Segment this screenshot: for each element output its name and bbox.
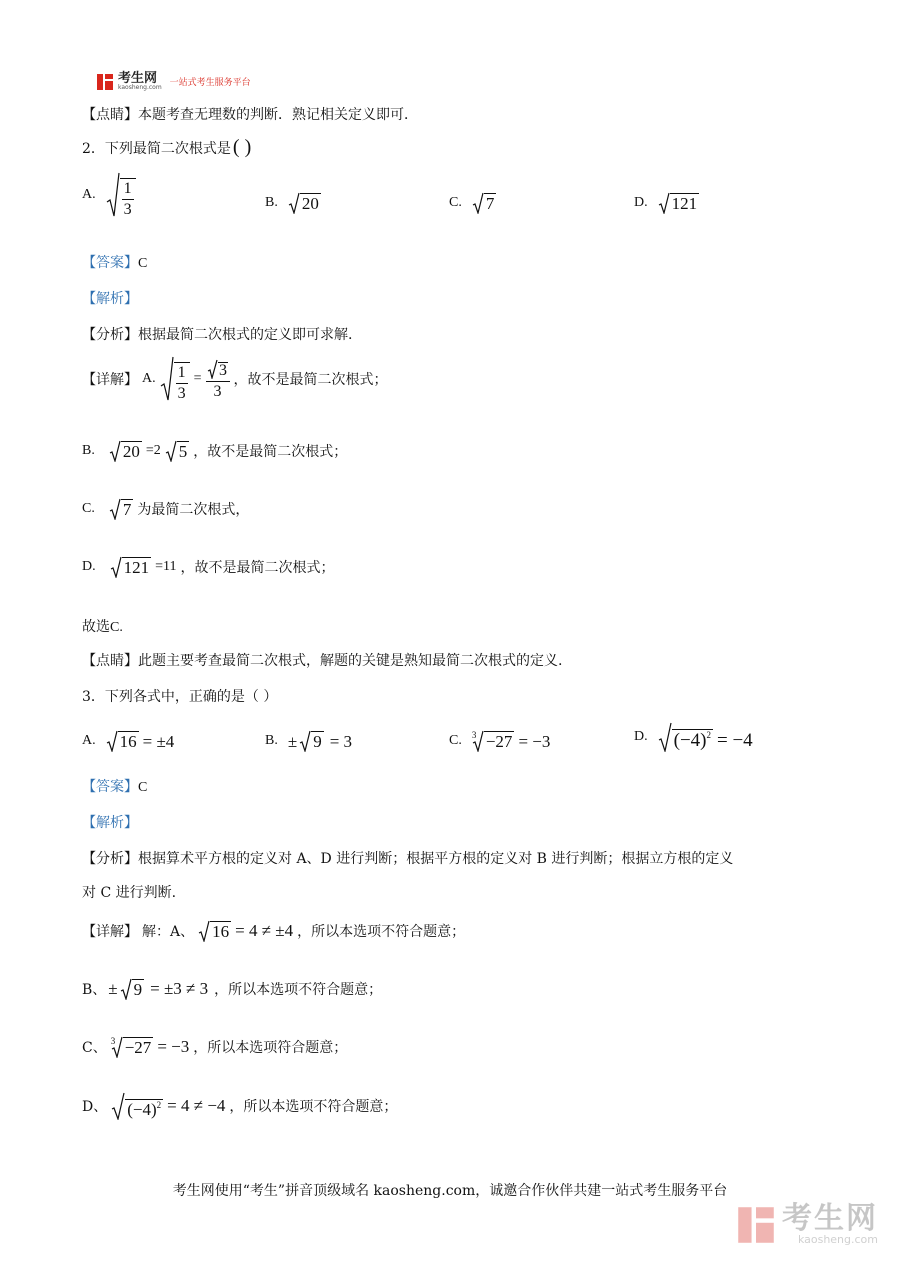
answer-tag: 【答案】: [82, 779, 138, 795]
denominator: 3: [123, 201, 132, 218]
option-letter: C.: [449, 195, 462, 210]
detail-prefix: 解：A、: [142, 924, 195, 940]
radical-icon: [109, 440, 121, 462]
sqrt-121: [110, 556, 152, 578]
radical-icon: [106, 172, 120, 218]
radical-icon: [658, 192, 670, 214]
radical-icon: [111, 1092, 125, 1120]
kaosheng-logo-icon: [96, 73, 114, 91]
exponent: 2: [156, 1100, 162, 1110]
q3-answer: [82, 776, 147, 796]
dianjing-tag: 【点睛】: [82, 653, 138, 669]
sqrt-20: [288, 192, 321, 214]
sqrt-5: [165, 440, 190, 462]
q3-option-b: [265, 730, 352, 752]
header-logo: [96, 72, 251, 91]
detail-text: ，所以本选项不符合题意；: [229, 1099, 398, 1115]
conclusion-text: 故选: [82, 619, 110, 635]
radical-icon: [110, 556, 122, 578]
sqrt-20: [109, 440, 142, 462]
option-letter: D.: [634, 195, 648, 210]
q2-detail-d: [82, 556, 335, 578]
kaosheng-watermark-icon: [736, 1205, 776, 1245]
detail-eq: = ±3 ≠ 3: [150, 979, 209, 998]
dianjing-tag: 【点睛】: [82, 107, 138, 123]
q2-detail-a: [82, 356, 388, 402]
radicand: 121: [671, 194, 698, 213]
q3-fenxi-line1: [82, 848, 733, 868]
detail-prefix: B、: [82, 982, 107, 998]
dianjing-text: 本题考查无理数的判断．熟记相关定义即可．: [138, 107, 418, 123]
radicand: (−4): [673, 730, 707, 751]
detail-text: ，故不是最简二次根式；: [233, 372, 388, 388]
detail-eq: = 4 ≠ −4: [167, 1096, 226, 1115]
sqrt-121: [658, 192, 700, 214]
radicand: 20: [122, 442, 140, 461]
radicand: 9: [133, 980, 143, 999]
fenxi-tag: 【分析】: [82, 851, 138, 867]
denominator: 3: [213, 382, 222, 400]
detail-text: ，所以本选项不符合题意；: [297, 924, 466, 940]
q2-jiexi-tag: 【解析】: [82, 291, 138, 307]
page-footer: 考生网使用“考生”拼音顶级域名 kaosheng.com，诚邀合作伙伴共建一站式考生服务平台: [172, 1183, 728, 1199]
radical-icon: [120, 978, 132, 1000]
numerator: 1: [123, 180, 132, 197]
detail-text: ，故不是最简二次根式；: [180, 560, 335, 576]
watermark-sub: kaosheng.com: [797, 1233, 878, 1246]
q2-fenxi: [82, 324, 352, 344]
radical-icon: [288, 192, 300, 214]
q3-detail-c: [82, 1036, 347, 1058]
detail-text: ，故不是最简二次根式；: [193, 444, 348, 460]
plus-minus: ±: [287, 732, 298, 751]
rhs: = −4: [717, 730, 753, 751]
radical-icon: [160, 356, 174, 402]
q2-stem-text: 2．下列最简二次根式是: [82, 140, 231, 157]
radicand: 9: [313, 732, 322, 751]
fenxi-text: 根据算术平方根的定义对 A、D 进行判断；根据平方根的定义对 B 进行判断；根据立方根的定义: [138, 851, 734, 867]
rhs: = ±4: [142, 732, 175, 751]
detail-prefix: C、: [82, 1040, 107, 1056]
radicand: −27: [485, 732, 513, 751]
radicand: 121: [123, 558, 150, 577]
sqrt-one-third: [160, 356, 190, 402]
sqrt-7: [109, 498, 134, 520]
radical-icon: [106, 730, 118, 752]
radical-icon: [198, 920, 210, 942]
radical-icon: [207, 359, 218, 379]
detail-letter: C.: [82, 501, 95, 516]
detail-text: ，所以本选项符合题意；: [193, 1040, 348, 1056]
answer-value: C: [138, 780, 148, 795]
q2-dianjing: [82, 650, 562, 670]
option-letter: B.: [265, 195, 278, 210]
root-index: 3: [110, 1036, 116, 1046]
detail-letter: D.: [82, 559, 96, 574]
xiangjie-tag: 【详解】: [82, 372, 138, 388]
radicand: 20: [301, 194, 319, 213]
plus-minus: ±: [108, 979, 118, 998]
q2-paren: ( ): [232, 136, 252, 158]
q3-jiexi-tag: 【解析】: [82, 815, 138, 831]
radicand: 7: [485, 194, 495, 213]
radical-icon: [299, 730, 311, 752]
q2-detail-b: [82, 440, 347, 462]
q2-option-d: [634, 192, 699, 214]
q2-detail-c: [82, 498, 249, 520]
q3-fenxi-line2: 对 C 进行判断.: [82, 885, 177, 901]
radical-icon: [472, 192, 484, 214]
option-letter: C.: [449, 733, 462, 748]
detail-eq: = −3: [157, 1037, 190, 1056]
option-letter: A.: [82, 733, 96, 748]
sqrt-one-third: [106, 172, 136, 218]
radicand: 7: [122, 500, 132, 519]
q3-detail-d: [82, 1092, 397, 1120]
conclusion-letter: C.: [110, 620, 123, 635]
detail-eq: = 4 ≠ ±4: [235, 921, 294, 940]
detail-text: ，所以本选项不符合题意；: [214, 982, 383, 998]
answer-tag: 【答案】: [82, 255, 138, 271]
sqrt-7: [472, 192, 497, 214]
xiangjie-tag: 【详解】: [82, 924, 138, 940]
radicand: 3: [219, 361, 228, 379]
q3-option-a: [82, 730, 174, 752]
radicand: −27: [124, 1038, 152, 1057]
detail-prefix: D、: [82, 1099, 108, 1115]
detail-eq: =11: [155, 559, 177, 574]
detail-eq: =2: [145, 443, 161, 458]
fenxi-tag: 【分析】: [82, 327, 138, 343]
q3-option-c: [449, 730, 550, 752]
logo-sub: kaosheng.com: [118, 84, 162, 91]
radicand: 5: [178, 442, 188, 461]
option-letter: B.: [265, 733, 278, 748]
header-slogan: 一站式考生服务平台: [169, 78, 251, 88]
equals-sign: =: [193, 371, 202, 386]
option-letter: D.: [634, 729, 648, 744]
rhs: = −3: [518, 732, 551, 751]
answer-value: C: [138, 256, 148, 271]
q2-option-b: [265, 192, 321, 214]
radical-icon: [165, 440, 177, 462]
dianjing-text: 此题主要考查最简二次根式，解题的关键是熟知最简二次根式的定义.: [138, 653, 563, 669]
detail-text: 为最简二次根式，: [137, 502, 250, 518]
detail-letter: B.: [82, 443, 95, 458]
radicand: 16: [119, 732, 137, 751]
radicand: 16: [212, 922, 230, 941]
q2-conclusion: [82, 616, 123, 636]
q3-stem: 3．下列各式中，正确的是（ ）: [82, 689, 278, 705]
numerator: 1: [177, 364, 186, 381]
detail-letter: A.: [142, 371, 156, 386]
root-index: 3: [471, 730, 477, 740]
sqrt3-over-3: [206, 359, 230, 400]
q2-answer: [82, 252, 147, 272]
radicand: (−4): [127, 1100, 157, 1119]
fenxi-text: 根据最简二次根式的定义即可求解.: [138, 327, 353, 343]
q1-dianjing: [82, 104, 418, 124]
q2-option-a: [82, 172, 136, 218]
exponent: 2: [706, 730, 711, 740]
rhs: = 3: [329, 732, 353, 751]
radical-icon: [658, 722, 672, 752]
watermark: [736, 1201, 878, 1246]
q3-detail-a: [82, 920, 465, 942]
denominator: 3: [177, 385, 186, 402]
q3-detail-b: [82, 978, 382, 1000]
option-letter: A.: [82, 187, 96, 202]
q2-stem: [82, 136, 251, 159]
q2-option-c: [449, 192, 496, 214]
radical-icon: [109, 498, 121, 520]
logo-text: 考生网: [118, 71, 158, 86]
q3-option-d: [634, 722, 753, 752]
watermark-text: 考生网: [782, 1201, 878, 1236]
